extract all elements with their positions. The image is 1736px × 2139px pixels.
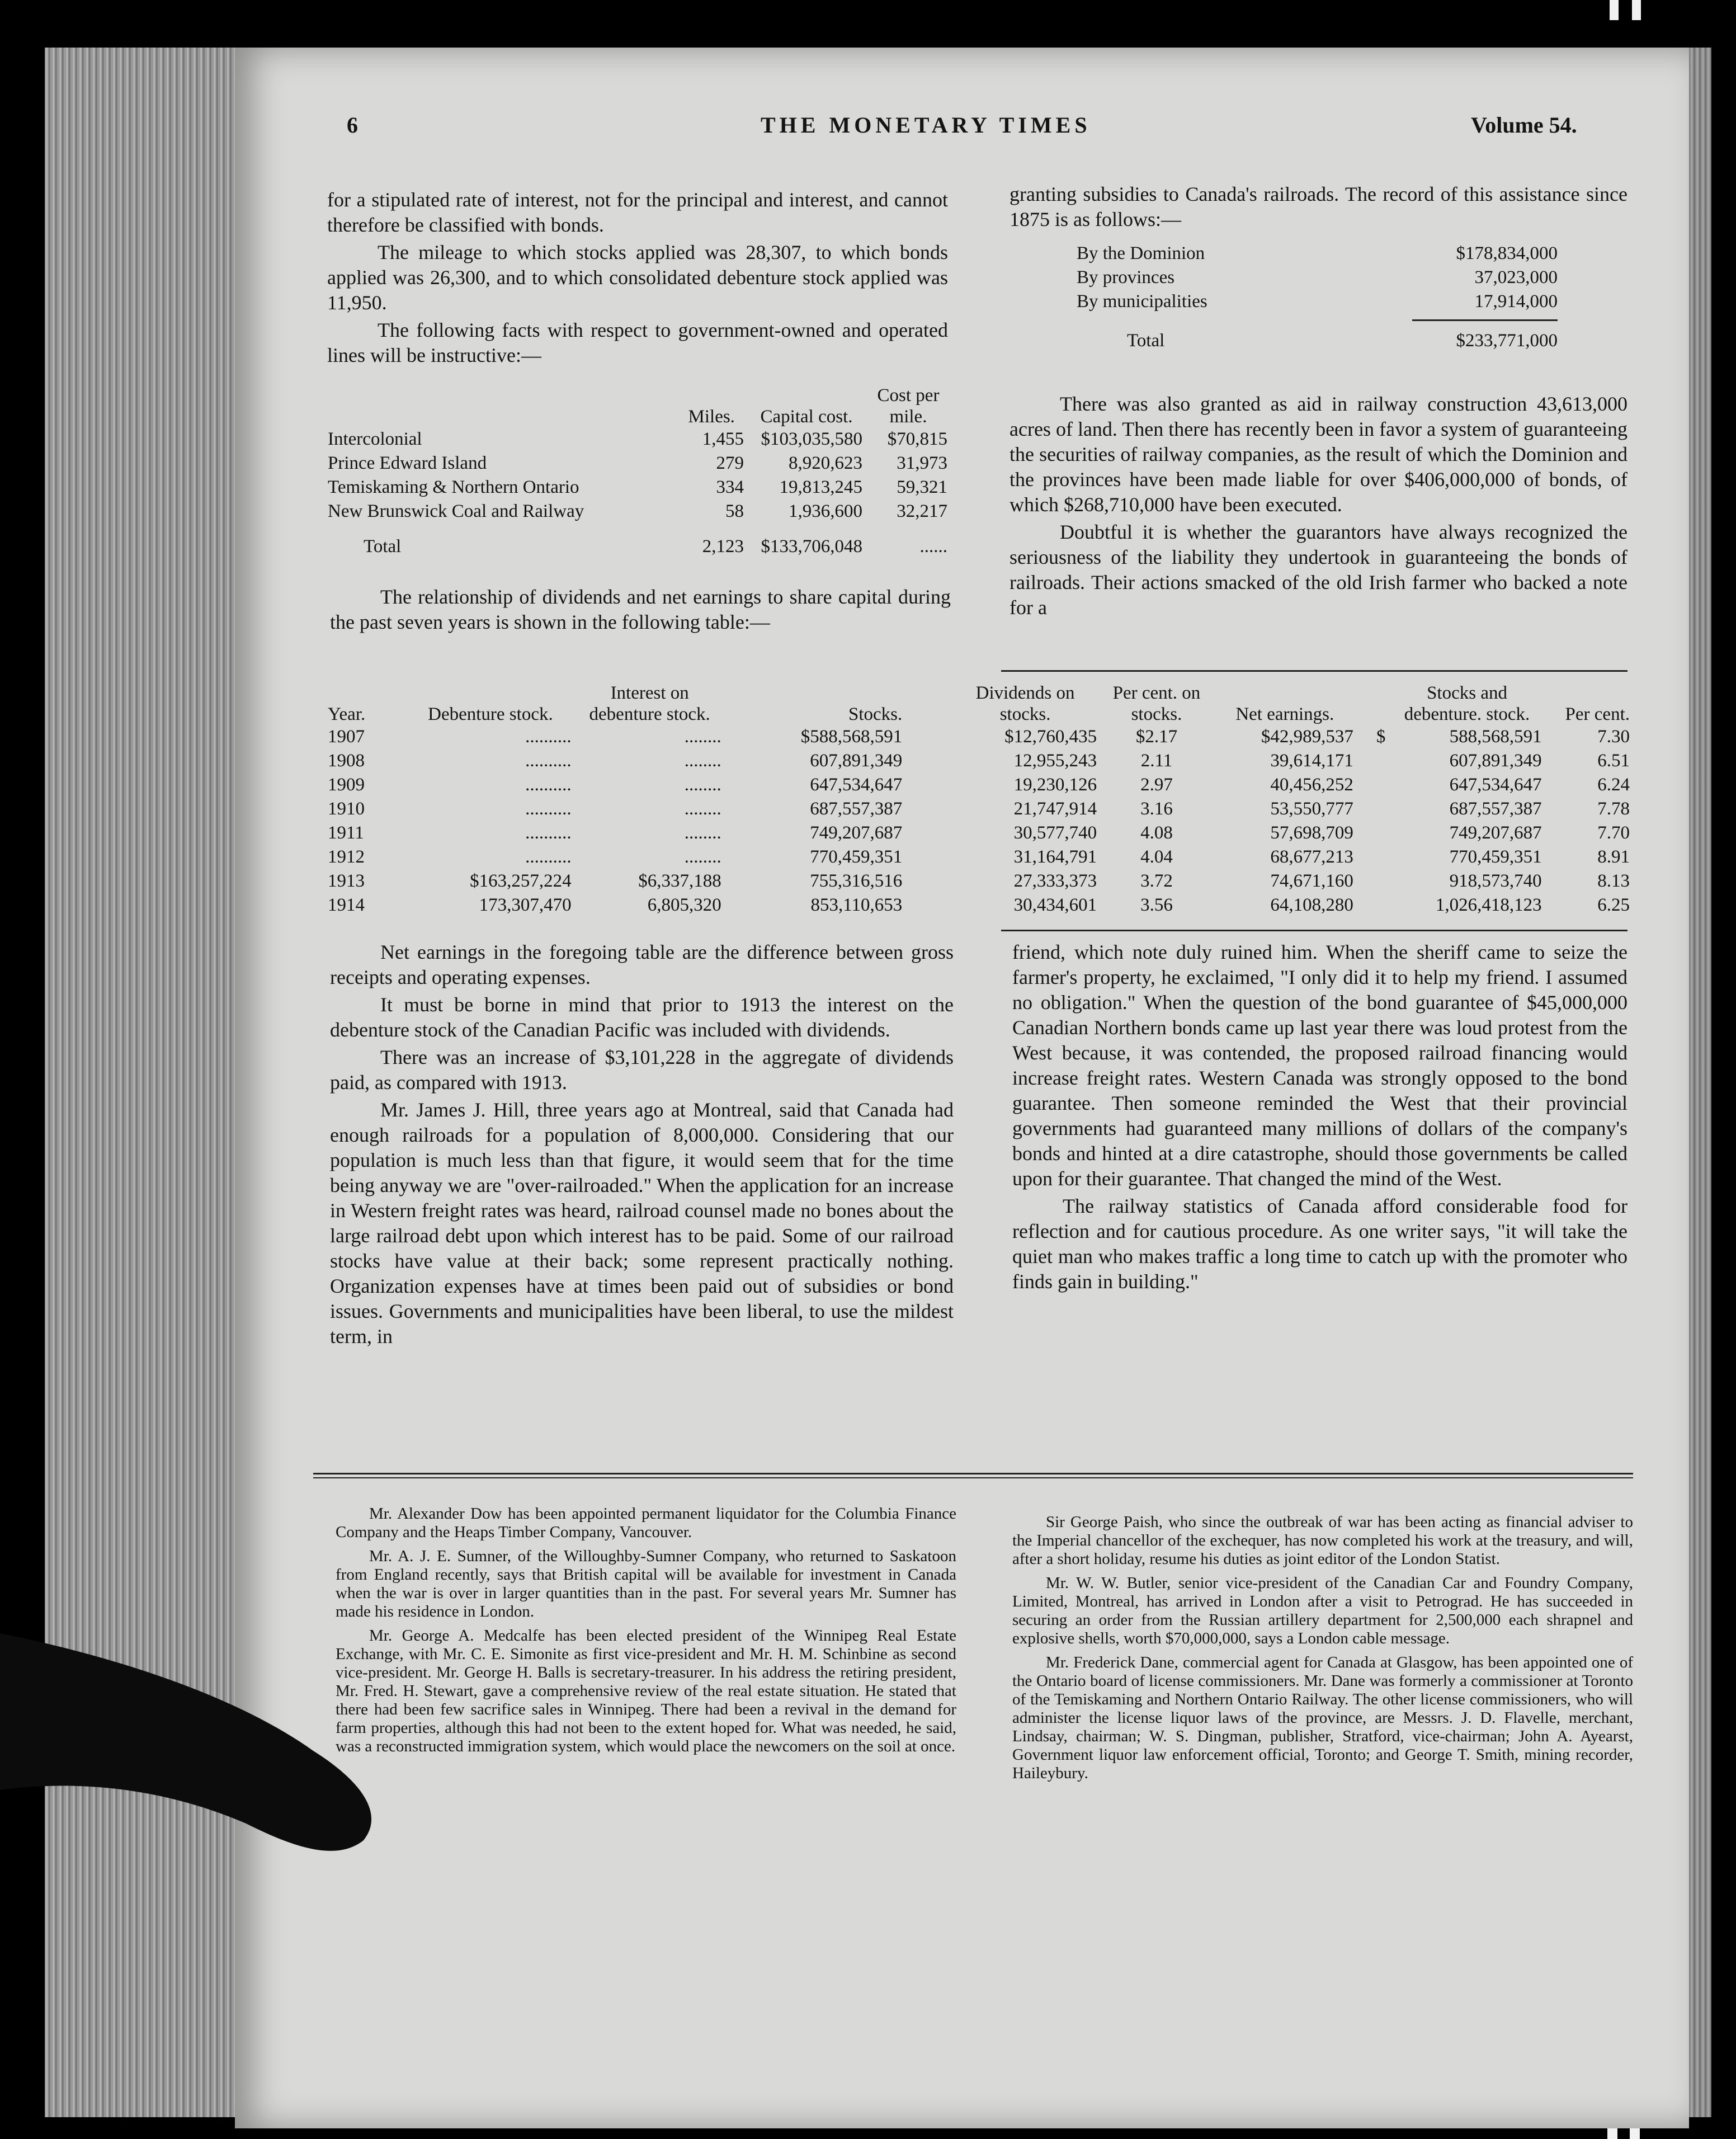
table-row [324, 821, 1633, 845]
finger-shadow [0, 1611, 386, 1924]
cell-int: 6,805,320 [647, 895, 721, 915]
cell-dollar [1357, 845, 1389, 869]
cell-sd: 1,026,418,123 [1435, 895, 1542, 915]
table-bottom-rule [1001, 930, 1628, 931]
cell-deb: .......... [525, 823, 572, 843]
section-divider [313, 1473, 1633, 1474]
subsidy-row [1077, 242, 1558, 266]
cell-net: 64,108,280 [1270, 895, 1353, 915]
book-page-edges-right [1689, 48, 1711, 2117]
cell-net: 40,456,252 [1270, 775, 1353, 795]
cell-year: 1911 [328, 823, 364, 843]
table-row [324, 500, 951, 524]
personal-notes-left [336, 1505, 956, 1761]
cell-int: ........ [684, 775, 721, 795]
cell-deb: .......... [525, 847, 572, 867]
cell: $103,035,580 [761, 429, 862, 449]
col-header-stocks-debenture: Stocks and debenture. stock. [1404, 683, 1530, 724]
cell: ...... [919, 536, 947, 557]
cell-pc: 7.70 [1597, 823, 1630, 843]
cell-pc: 7.30 [1597, 727, 1630, 747]
cell-deb: 173,307,470 [479, 895, 572, 915]
cell: 8,920,623 [789, 453, 862, 473]
cell-stocks: 853,110,653 [810, 895, 903, 915]
cell-pcs: 2.97 [1140, 775, 1173, 795]
cell-sd: 607,891,349 [1449, 751, 1542, 771]
spacer [905, 845, 950, 869]
paragraph: There was an increase of $3,101,228 in the aggregate of dividends paid, as compared with 1913. [330, 1046, 954, 1094]
subsidy-total-row [1077, 329, 1558, 353]
cell-int: ........ [684, 847, 721, 867]
cell-pcs: 3.56 [1140, 895, 1173, 915]
col-header-percent-stocks: Per cent. on stocks. [1112, 683, 1201, 724]
col-header-capital: Capital cost. [760, 407, 853, 427]
cell-year: 1909 [328, 775, 365, 795]
cell-div: 19,230,126 [1013, 775, 1097, 795]
cell-net: 74,671,160 [1270, 871, 1353, 891]
cell-div: 30,434,601 [1013, 895, 1097, 915]
cell: 1,455 [702, 429, 744, 449]
cell-year: 1907 [328, 727, 365, 747]
cell-div: 21,747,914 [1013, 799, 1097, 819]
right-column-bottom [1012, 940, 1628, 1297]
cell: 334 [716, 477, 744, 497]
cell-net: 68,677,213 [1270, 847, 1353, 867]
scan-mark [1610, 0, 1619, 20]
cell-pcs: $2.17 [1135, 727, 1178, 747]
cell-int: ........ [684, 823, 721, 843]
cell-stocks: $588,568,591 [800, 727, 903, 747]
volume-label: Volume 54. [1471, 112, 1577, 138]
personal-notes-right [1012, 1513, 1633, 1788]
spacer [905, 773, 950, 797]
cell-stocks: 647,534,647 [810, 775, 903, 795]
subsidies-list [1077, 242, 1558, 353]
table-row [324, 451, 951, 475]
cell-pc: 6.25 [1597, 895, 1630, 915]
cell-sd: 588,568,591 [1449, 727, 1542, 747]
cell-year: 1914 [328, 895, 365, 915]
cell-deb: .......... [525, 775, 572, 795]
line-name: Intercolonial [328, 429, 422, 449]
col-header-net-earnings: Net earnings. [1235, 704, 1334, 724]
news-item: Mr. Alexander Dow has been appointed permanent liquidator for the Columbia Finance Company and the Heaps Timber Company, Vancouver. [336, 1505, 956, 1541]
spacer [905, 725, 950, 749]
paragraph: Doubtful it is whether the guarantors have always recognized the seriousness of the liability they undertook in guaranteeing the bonds of railroads. Their actions smacked of the old Irish farmer who backed a note for a [1009, 521, 1628, 619]
cell-year: 1913 [328, 871, 365, 891]
subsidy-amount: 17,914,000 [1474, 291, 1558, 312]
table-top-rule [1001, 670, 1628, 672]
dividends-table [324, 682, 1633, 917]
cell-dollar [1357, 869, 1389, 893]
table-row [324, 845, 1633, 869]
cell-deb: $163,257,224 [470, 871, 572, 891]
subsidy-total-label: Total [1127, 331, 1165, 351]
cell-stocks: 607,891,349 [810, 751, 903, 771]
cell-net: 57,698,709 [1270, 823, 1353, 843]
table-row [324, 749, 1633, 773]
cell-stocks: 770,459,351 [810, 847, 903, 867]
cell-div: 27,333,373 [1013, 871, 1097, 891]
cell-deb: .......... [525, 727, 572, 747]
scan-mark [1632, 0, 1641, 20]
line-name: Prince Edward Island [328, 453, 487, 473]
col-header-percent: Per cent. [1565, 704, 1630, 724]
cell: 59,321 [897, 477, 947, 497]
cell-pcs: 3.72 [1140, 871, 1173, 891]
col-header-stocks: Stocks. [848, 704, 903, 724]
cell-sd: 749,207,687 [1449, 823, 1542, 843]
cell-year: 1912 [328, 847, 365, 867]
paragraph: The relationship of dividends and net earnings to share capital during the past seven years is shown in the following table:— [330, 586, 951, 633]
paragraph: Net earnings in the foregoing table are the difference between gross receipts and operating expenses. [330, 941, 954, 988]
cell-div: 31,164,791 [1013, 847, 1097, 867]
cell-deb: .......... [525, 799, 572, 819]
cell-div: 30,577,740 [1013, 823, 1097, 843]
cell-stocks: 755,316,516 [810, 871, 903, 891]
paragraph: Mr. James J. Hill, three years ago at Montreal, said that Canada had enough railroads for a population of 8,000,000. Considering that our population is much less than that figure, it would seem that for the time being anyway we are "over-railroaded." When the application for an increase in Western freight rates was heard, railroad counsel made no bones about the large railroad debt upon which interest has to be paid. Some of our railroad stocks have value at their back; some represent practically nothing. Organization expenses have at times been paid out of subsidies or bond issues. Governments and municipalities have been liberal, to use the mildest term, in [330, 1099, 954, 1348]
cell: 58 [725, 501, 744, 521]
paragraph: The following facts with respect to government-owned and operated lines will be instructive:— [327, 319, 948, 366]
cell-int: ........ [684, 751, 721, 771]
cell-year: 1908 [328, 751, 365, 771]
cell-sd: 918,573,740 [1449, 871, 1542, 891]
news-item: Mr. Frederick Dane, commercial agent for Canada at Glasgow, has been appointed one of the Ontario board of license commissioners. Mr. Dane was formerly a commissioner at Toronto of the Temiskaming and Northern Ontario Railway. The other license commissioners, who will administer the license liquor laws of the province, are Messrs. J. D. Flavelle, merchant, Lindsay, chairman; W. S. Dingman, publisher, Stratford, vice-chairman; John A. Ayearst, Government liquor law enforcement official, Toronto; and George T. Smith, mining recorder, Haileybury. [1012, 1653, 1633, 1782]
government-lines-table [324, 385, 951, 559]
cell-div: 12,955,243 [1013, 751, 1097, 771]
paragraph: The railway statistics of Canada afford considerable food for reflection and for cautious procedure. As one writer says, "it will take the quiet man who makes traffic a long time to catch up with the promoter who finds gain in building." [1012, 1195, 1628, 1293]
journal-title: THE MONETARY TIMES [761, 112, 1091, 138]
cell: 31,973 [897, 453, 947, 473]
table-row [324, 893, 1633, 917]
cell-pcs: 3.16 [1140, 799, 1173, 819]
cell-dollar [1357, 797, 1389, 821]
cell: 279 [716, 453, 744, 473]
cell-dollar [1357, 749, 1389, 773]
subsidy-total-amount: $233,771,000 [1456, 331, 1558, 351]
cell-int: ........ [684, 799, 721, 819]
cell-deb: .......... [525, 751, 572, 771]
cell-pc: 7.78 [1597, 799, 1630, 819]
col-header-year: Year. [328, 704, 366, 724]
subsidy-row [1077, 290, 1558, 314]
cell-dollar [1357, 893, 1389, 917]
cell-dollar [1357, 821, 1389, 845]
cell-net: 53,550,777 [1270, 799, 1353, 819]
cell-int: ........ [684, 727, 721, 747]
cell: $133,706,048 [761, 536, 862, 557]
cell-stocks: 687,557,387 [810, 799, 903, 819]
subsidy-label: By provinces [1077, 267, 1175, 288]
news-item: Mr. W. W. Butler, senior vice-president of the Canadian Car and Foundry Company, Limited, Montreal, has arrived in London after a visit to Petrograd. He has succeeded in securing an order from the Russian artillery department for 2,500,000 each shrapnel and explosive shells, worth $70,000,000, says a London cable message. [1012, 1574, 1633, 1647]
table-row [324, 725, 1633, 749]
subsidy-row [1077, 266, 1558, 290]
cell-int: $6,337,188 [638, 871, 721, 891]
cell-pcs: 4.08 [1140, 823, 1173, 843]
cell-dollar [1357, 773, 1389, 797]
cell-div: $12,760,435 [1004, 727, 1097, 747]
table-row [324, 475, 951, 500]
paragraph: for a stipulated rate of interest, not for the principal and interest, and cannot therefore be classified with bonds. [327, 189, 948, 236]
paragraph: friend, which note duly ruined him. When the sheriff came to seize the farmer's property, he exclaimed, "I only did it to help my friend. I assumed no obligation." When the question of the bond guarantee of $45,000,000 Canadian Northern bonds came up last year there was loud protest from the West because, it was contended, the proposed railroad financing would increase freight rates. Western Canada was strongly opposed to the bond guarantee. Then someone reminded the West that their provincial governments had guaranteed many millions of dollars of the company's bonds and hinted at a dire catastrophe, should those governments be called upon for their guarantee. That changed the mind of the West. [1012, 941, 1628, 1190]
left-column-intro [330, 585, 951, 637]
col-header-dividends: Dividends on stocks. [975, 683, 1075, 724]
line-name: Temiskaming & Northern Ontario [328, 477, 579, 497]
cell-pcs: 4.04 [1140, 847, 1173, 867]
table-row [324, 427, 951, 451]
left-column-top [327, 187, 948, 370]
right-column-middle [1009, 392, 1628, 623]
col-header-cost-per-mile: Cost per mile. [877, 385, 940, 427]
cell: $70,815 [887, 429, 947, 449]
cell-stocks: 749,207,687 [810, 823, 903, 843]
right-column-top [1009, 182, 1628, 234]
table-row [324, 869, 1633, 893]
spacer [905, 797, 950, 821]
cell-pc: 6.51 [1597, 751, 1630, 771]
cell-sd: 687,557,387 [1449, 799, 1542, 819]
paragraph: granting subsidies to Canada's railroads. The record of this assistance since 1875 is as follows:— [1009, 183, 1628, 230]
col-header-debenture: Debenture stock. [428, 704, 553, 724]
cell-sd: 647,534,647 [1449, 775, 1542, 795]
subsidy-label: By municipalities [1077, 291, 1207, 312]
total-row [324, 535, 951, 559]
spacer [905, 869, 950, 893]
left-column-bottom [330, 940, 954, 1351]
paragraph: There was also granted as aid in railway construction 43,613,000 acres of land. Then there has recently been in favor a system of guaranteeing the securities of railway companies, as the result of which the Dominion and the provinces have been made liable for over $406,000,000 of bonds, of which $268,710,000 have been executed. [1009, 393, 1628, 516]
cell-pcs: 2.11 [1140, 751, 1173, 771]
total-label: Total [364, 536, 402, 557]
spacer [905, 821, 950, 845]
news-item: Sir George Paish, who since the outbreak of war has been acting as financial adviser to the Imperial chancellor of the exchequer, has now completed his work at the treasury, and will, after a short holiday, resume his duties as joint editor of the London Statist. [1012, 1513, 1633, 1568]
cell-net: 39,614,171 [1270, 751, 1353, 771]
paragraph: It must be borne in mind that prior to 1913 the interest on the debenture stock of the Canadian Pacific was included with dividends. [330, 993, 954, 1041]
table-row [324, 773, 1633, 797]
subsidy-amount: 37,023,000 [1474, 267, 1558, 288]
news-item: Mr. A. J. E. Sumner, of the Willoughby-Sumner Company, who returned to Saskatoon from England recently, says that British capital will be available for investment in Canada when the war is over in larger quantities than in the past. For several years Mr. Sumner has made his residence in London. [336, 1547, 956, 1620]
page-number: 6 [347, 112, 358, 138]
cell-sd: 770,459,351 [1449, 847, 1542, 867]
cell: 1,936,600 [789, 501, 862, 521]
cell-pc: 8.91 [1597, 847, 1630, 867]
subsidy-label: By the Dominion [1077, 243, 1205, 263]
cell-pc: 6.24 [1597, 775, 1630, 795]
col-header-miles: Miles. [688, 407, 735, 427]
cell-year: 1910 [328, 799, 365, 819]
col-header-interest: Interest on debenture stock. [589, 683, 710, 724]
spacer [905, 749, 950, 773]
spacer [905, 893, 950, 917]
cell-net: $42,989,537 [1261, 727, 1353, 747]
sum-rule [1412, 319, 1558, 329]
subsidy-amount: $178,834,000 [1456, 243, 1558, 263]
paragraph: The mileage to which stocks applied was 28,307, to which bonds applied was 26,300, and to which consolidated debenture stock applied was 11,950. [327, 241, 948, 314]
cell-pc: 8.13 [1597, 871, 1630, 891]
table-row [324, 797, 1633, 821]
cell-dollar: $ [1376, 727, 1386, 747]
cell: 19,813,245 [779, 477, 862, 497]
line-name: New Brunswick Coal and Railway [328, 501, 584, 521]
cell: 2,123 [702, 536, 744, 557]
cell: 32,217 [897, 501, 947, 521]
news-item: Mr. George A. Medcalfe has been elected president of the Winnipeg Real Estate Exchange, with Mr. C. E. Simonite as first vice-president and Mr. H. M. Schinbine as second vice-president. Mr. George H. Balls is secretary-treasurer. In his address the retiring president, Mr. Fred. H. Stewart, gave a comprehensive review of the real estate situation. He stated that there had been few sacrifice sales in Winnipeg. There had been a revival in the demand for farm properties, although this had not been to the extent hoped for. What was needed, he said, was a reconstructed immigration system, which would place the newcomers on the soil at once. [336, 1627, 956, 1755]
section-divider-thin [313, 1477, 1633, 1478]
